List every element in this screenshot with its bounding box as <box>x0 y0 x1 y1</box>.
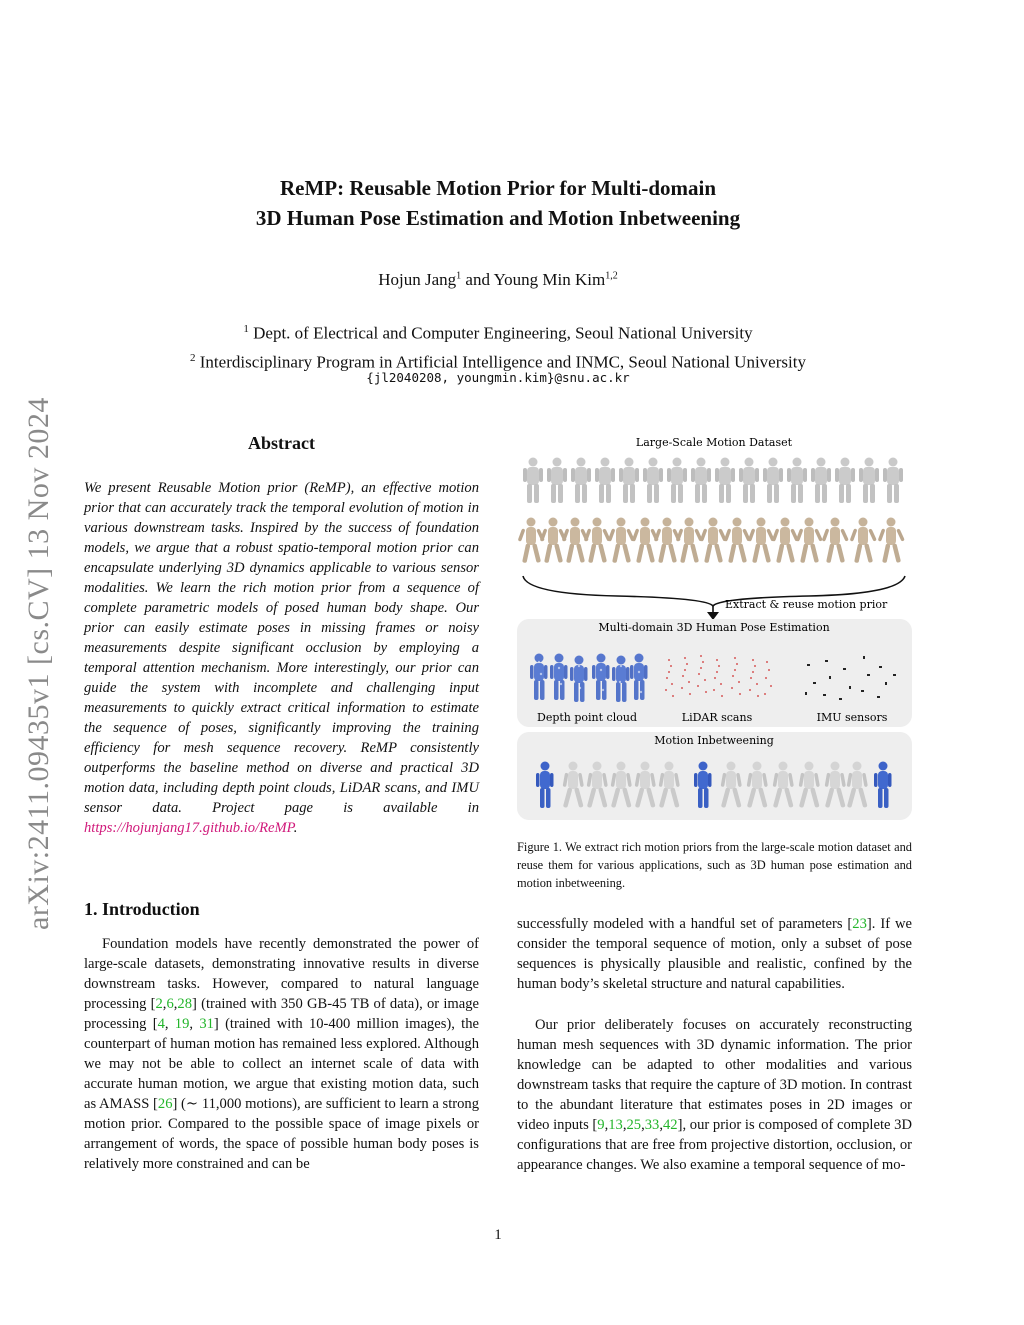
intro-p1-text-b: ] (trained with 350 GB-45 TB of data), or image processing [ <box>84 996 479 1032</box>
abstract-body <box>84 478 479 838</box>
author-list <box>0 270 996 290</box>
citation[interactable]: 25 <box>626 1117 642 1133</box>
citation[interactable]: 19 <box>174 1016 190 1032</box>
author-2: Young Min Kim <box>493 270 606 289</box>
affiliation-2-text: Interdisciplinary Program in Artificial Intelligence and INMC, Seoul National University <box>195 352 806 372</box>
lidar-label: LiDAR scans <box>681 711 753 724</box>
author-1: Hojun Jang <box>378 270 457 289</box>
citation[interactable]: 33 <box>644 1117 660 1133</box>
intro-p1-text-a: Foundation models have recently demonstrated the power of large-scale datasets, demonstrating innovative results in diverse downstream tasks. However, compared to natural language processing [ <box>84 936 479 1012</box>
pose-estimation-label: Multi-domain 3D Human Pose Estimation <box>598 621 830 634</box>
abstract-text: We present Reusable Motion prior (ReMP), an effective motion prior that can accurately track the temporal evolution of motion in various downstream tasks. Inspired by the success of foundation models, we argue that a robust spatio-temporal motion prior can encapsulate underlying 3D dynamics applicable to various sensor modalities. We learn the rich motion prior from a sequence of complete parametric models of posed human body shape. Our prior can easily estimate poses in missing frames or noisy measurements despite significant occlusion by employing a temporal attention mechanism. More interestingly, our prior can guide the system with incomplete and challenging input measurements to quickly extract critical information to estimate the sequence of poses, significantly improving the training efficiency for mesh sequence recovery. ReMP consistently outperforms the baseline method on diverse and practical 3D motion data, including depth point clouds, LiDAR scans, and IMU sensor data. Project page is available in <box>84 480 479 816</box>
citation[interactable]: 23 <box>852 916 867 932</box>
intro-p1-text-d: ] (∼ 11,000 motions), are sufficient to learn a strong motion prior. Compared to the possible space of image pixels or arrangement of words, the space of possible human body poses is relatively more constrained and can be <box>84 1096 480 1172</box>
citation[interactable]: 26 <box>157 1096 173 1112</box>
affiliation-1-text: Dept. of Electrical and Computer Engineering, Seoul National University <box>248 323 753 343</box>
intro-p2-text-b: ]. If we consider the temporal sequence of motion, only a subset of pose sequences is physically plausible and realistic, confined by the human body’s skeletal structure and natural capabilities. <box>517 916 913 992</box>
paper-title <box>0 173 996 233</box>
affiliation-1 <box>0 317 996 346</box>
affiliation-1-sup: 1 <box>243 323 249 335</box>
title-line-1: ReMP: Reusable Motion Prior for Multi-domain <box>279 176 717 200</box>
intro-p2-text-a: successfully modeled with a handful set of parameters [ <box>517 916 853 932</box>
intro-p3-text-a: Our prior deliberately focuses on accurately reconstructing human mesh sequences with 3D dynamic information. The prior knowledge can be adapted to other modalities and various downstream tasks that require the capture of 3D motion. In contrast to the abundant literature that estimates poses in 2D images or video inputs [ <box>517 1017 912 1133</box>
project-page-link[interactable]: https://hojunjang17.github.io/ReMP <box>84 820 294 836</box>
arxiv-stamp: arXiv:2411.09435v1 [cs.CV] 13 Nov 2024 <box>22 397 55 930</box>
dataset-row-gray <box>523 458 903 504</box>
citation[interactable]: 4 <box>157 1016 165 1032</box>
author-1-sup: 1 <box>456 270 462 282</box>
affiliation-2-sup: 2 <box>190 351 196 364</box>
affiliations <box>0 317 996 374</box>
citation[interactable]: 13 <box>608 1117 623 1133</box>
depth-label: Depth point cloud <box>537 711 637 724</box>
citation[interactable]: 6 <box>166 996 174 1012</box>
figure-1-graphic <box>517 430 912 822</box>
intro-heading: 1. Introduction <box>84 899 200 919</box>
title-line-2: 3D Human Pose Estimation and Motion Inbetweening <box>255 206 741 230</box>
author-2-sup: 1,2 <box>605 270 618 282</box>
arrow-down-icon <box>707 612 719 620</box>
abstract-heading: Abstract <box>248 433 315 453</box>
dataset-row-tan <box>518 518 905 564</box>
dataset-label: Large-Scale Motion Dataset <box>635 436 793 449</box>
page-number: 1 <box>494 1227 502 1243</box>
author-and: and <box>461 270 494 289</box>
citation[interactable]: 2 <box>155 996 163 1012</box>
intro-paragraph-3: Our prior deliberately focuses on accurately reconstructing human mesh sequences with 3D dynamic information. The prior knowledge can be adapted to other modalities and various downstream tasks that require the capture of 3D motion. In contrast to the abundant literature that estimates poses in 2D images or video inputs [9,13,25,33,42], our prior is composed of complete 3D configurations that are free from projective distortion, occlusion, or appearance changes. We also examine a temporal sequence of mo- <box>517 1017 912 1173</box>
citation[interactable]: 28 <box>177 996 192 1012</box>
intro-p1-text-c: ] (trained with 10-400 million images), the counterpart of human motion has remained less explored. Although we may not be able to collect an internet scale of data with accurate human motion, we argue that existing motion data, such as AMASS [ <box>84 1016 479 1112</box>
intro-paragraph-2 <box>517 914 912 994</box>
citation[interactable]: 31 <box>199 1016 214 1032</box>
intro-paragraph-1: Foundation models have recently demonstrated the power of large-scale datasets, demonstrating innovative results in diverse downstream tasks. However, compared to natural language processing [2,6,28] (trained with 350 GB-45 TB of data), or image processing [4, 19, 31] (trained with 10-400 million images), the counterpart of human motion has remained less explored. Although we may not be able to collect an internet scale of data with accurate human motion, we argue that existing motion data, such as AMASS [26] (∼ 11,000 motions), are sufficient to learn a strong motion prior. Compared to the possible space of image pixels or arrangement of words, the space of possible human body poses is relatively more constrained and can be <box>84 936 480 1172</box>
abstract-end: . <box>293 820 298 836</box>
figure-1-caption: Figure 1. We extract rich motion priors from the large-scale motion dataset and reuse them for various applications, such as 3D human pose estimation and motion inbetweening. <box>517 840 912 890</box>
figure-1 <box>517 430 912 822</box>
inbetweening-label: Motion Inbetweening <box>654 734 774 747</box>
imu-label: IMU sensors <box>816 711 888 724</box>
citation[interactable]: 42 <box>663 1117 678 1133</box>
extract-label: Extract & reuse motion prior <box>725 598 888 611</box>
intro-p3-text-b: ], our prior is composed of complete 3D configurations that are free from projective distortion, occlusion, or appearance changes. We also examine a temporal sequence of mo- <box>517 1117 912 1173</box>
author-emails: {jl2040208, youngmin.kim}@snu.ac.kr <box>366 370 630 385</box>
citation[interactable]: 9 <box>597 1117 605 1133</box>
